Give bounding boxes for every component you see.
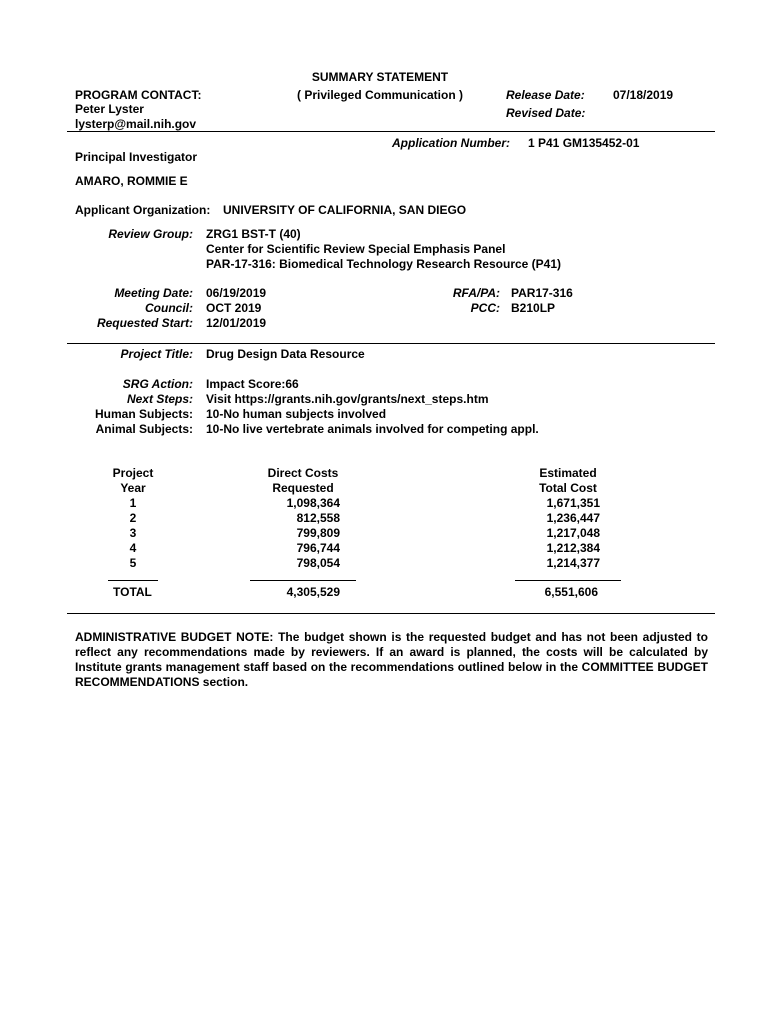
budget-year: 3 (129, 526, 137, 540)
program-contact-name: Peter Lyster (75, 102, 144, 116)
application-number: 1 P41 GM135452-01 (528, 136, 640, 150)
organization-label: Applicant Organization: (75, 203, 211, 217)
program-contact-email: lysterp@mail.nih.gov (75, 117, 197, 131)
budget-divider (67, 613, 715, 614)
budget-direct: 799,809 (296, 526, 340, 540)
budget-col-year-1: Project (112, 466, 154, 480)
review-group-line-2: Center for Scientific Review Special Emphasis Panel (206, 242, 506, 256)
document-subtitle: ( Privileged Communication ) (296, 88, 464, 102)
budget-col-total-2: Total Cost (539, 481, 597, 495)
project-divider (67, 343, 715, 344)
budget-col-total-1: Estimated (539, 466, 597, 480)
budget-col-direct-1: Direct Costs (267, 466, 339, 480)
budget-year: 1 (129, 496, 137, 510)
human-subjects-label: Human Subjects: (94, 407, 193, 421)
budget-total-direct: 4,305,529 (286, 585, 340, 599)
srg-action-label: SRG Action: (122, 377, 193, 391)
budget-year: 5 (129, 556, 137, 570)
pcc-value: B210LP (511, 301, 556, 315)
council-value: OCT 2019 (206, 301, 262, 315)
budget-total: 1,214,377 (546, 556, 600, 570)
document-title: SUMMARY STATEMENT (311, 70, 449, 84)
budget-col-direct-2: Requested (272, 481, 334, 495)
rfa-label: RFA/PA: (452, 286, 500, 300)
release-date-label: Release Date: (506, 88, 585, 102)
administrative-budget-note: ADMINISTRATIVE BUDGET NOTE: The budget shown is the requested budget and has not been adjusted to reflect any recommendations made by reviewers. If an award is planned, the costs will be calculated by Institute grants management staff based on the recommendations outlined below in the COMMITTEE BUDGET RECOMMENDATIONS section. (75, 630, 708, 689)
pi-name: AMARO, ROMMIE E (75, 174, 188, 188)
budget-year: 2 (129, 511, 137, 525)
release-date: 07/18/2019 (613, 88, 674, 102)
budget-direct: 798,054 (296, 556, 340, 570)
total-direct-rule (250, 580, 356, 581)
budget-direct: 796,744 (296, 541, 340, 555)
pcc-label: PCC: (470, 301, 500, 315)
program-contact-label: PROGRAM CONTACT: (75, 88, 202, 102)
next-steps-label: Next Steps: (126, 392, 193, 406)
animal-subjects: 10-No live vertebrate animals involved for competing appl. (206, 422, 539, 436)
review-group-label: Review Group: (108, 227, 193, 241)
requested-start-label: Requested Start: (96, 316, 193, 330)
next-steps: Visit https://grants.nih.gov/grants/next_steps.htm (206, 392, 489, 406)
application-number-label: Application Number: (392, 136, 511, 150)
pi-label: Principal Investigator (75, 150, 198, 164)
budget-total-cost: 6,551,606 (544, 585, 598, 599)
budget-year: 4 (129, 541, 137, 555)
budget-col-year-2: Year (120, 481, 146, 495)
review-group-line-1: ZRG1 BST-T (40) (206, 227, 301, 241)
animal-subjects-label: Animal Subjects: (95, 422, 193, 436)
total-year-rule (108, 580, 158, 581)
council-label: Council: (145, 301, 193, 315)
project-title-label: Project Title: (120, 347, 193, 361)
review-group-line-3: PAR-17-316: Biomedical Technology Research Resource (P41) (206, 257, 562, 271)
meeting-date: 06/19/2019 (206, 286, 267, 300)
project-title: Drug Design Data Resource (206, 347, 365, 361)
human-subjects: 10-No human subjects involved (206, 407, 387, 421)
budget-direct: 812,558 (296, 511, 340, 525)
organization-name: UNIVERSITY OF CALIFORNIA, SAN DIEGO (223, 203, 467, 217)
budget-total: 1,217,048 (546, 526, 600, 540)
rfa-value: PAR17-316 (511, 286, 573, 300)
meeting-date-label: Meeting Date: (114, 286, 193, 300)
requested-start: 12/01/2019 (206, 316, 267, 330)
revised-date-label: Revised Date: (506, 106, 586, 120)
budget-direct: 1,098,364 (286, 496, 340, 510)
budget-total: 1,236,447 (546, 511, 600, 525)
header-divider (67, 131, 715, 132)
srg-action: Impact Score:66 (206, 377, 299, 391)
budget-total-label: TOTAL (113, 585, 152, 599)
budget-total: 1,212,384 (546, 541, 600, 555)
total-cost-rule (515, 580, 621, 581)
budget-total: 1,671,351 (546, 496, 600, 510)
